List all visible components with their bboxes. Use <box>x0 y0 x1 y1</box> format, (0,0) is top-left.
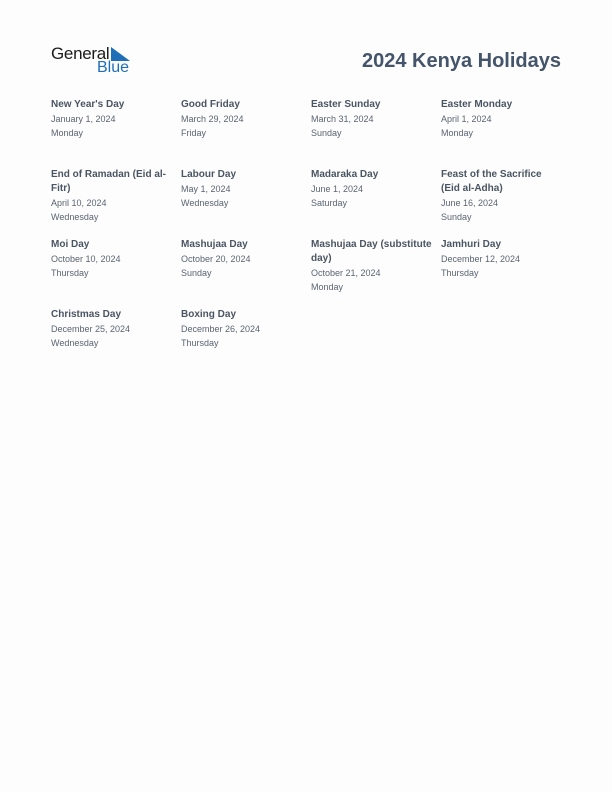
holiday-name: Labour Day <box>181 169 237 180</box>
holiday-item <box>51 308 181 378</box>
page-title: 2024 Kenya Holidays <box>362 50 561 72</box>
holiday-name: Moi Day <box>51 239 90 250</box>
holiday-date: January 1, 2024 <box>51 114 116 124</box>
holiday-weekday: Saturday <box>311 198 348 208</box>
holiday-weekday: Sunday <box>441 212 472 222</box>
holiday-name: Boxing Day <box>181 309 237 320</box>
holiday-name: Jamhuri Day <box>441 239 502 250</box>
holiday-name: Easter Monday <box>441 99 513 110</box>
holiday-date: June 16, 2024 <box>441 198 499 208</box>
holiday-name: Mashujaa Day (substitute day) <box>311 239 432 264</box>
holiday-date: October 21, 2024 <box>311 268 381 278</box>
holiday-name: Mashujaa Day <box>181 239 248 250</box>
holiday-item <box>311 98 441 168</box>
holiday-weekday: Thursday <box>51 268 89 278</box>
holiday-weekday: Friday <box>181 128 207 138</box>
holiday-name: Good Friday <box>181 99 240 110</box>
holiday-weekday: Wednesday <box>51 212 99 222</box>
holiday-date: December 26, 2024 <box>181 324 261 334</box>
holiday-item <box>51 238 181 308</box>
holiday-item <box>181 308 311 378</box>
holiday-name: Madaraka Day <box>311 169 379 180</box>
holiday-date: June 1, 2024 <box>311 184 364 194</box>
holiday-item <box>181 98 311 168</box>
logo-text-blue: Blue <box>97 59 130 76</box>
logo <box>51 44 141 78</box>
holiday-item <box>441 98 571 168</box>
holiday-name: Christmas Day <box>51 309 122 320</box>
holiday-name: Easter Sunday <box>311 99 381 110</box>
holiday-weekday: Wednesday <box>181 198 229 208</box>
holiday-item <box>311 168 441 238</box>
holiday-item <box>441 238 571 308</box>
holiday-weekday: Monday <box>441 128 474 138</box>
holiday-weekday: Thursday <box>441 268 479 278</box>
holiday-date: April 10, 2024 <box>51 198 107 208</box>
holiday-name: Feast of the Sacrifice (Eid al-Adha) <box>441 169 542 194</box>
holiday-item <box>181 238 311 308</box>
holiday-weekday: Sunday <box>181 268 212 278</box>
holiday-name: End of Ramadan (Eid al-Fitr) <box>51 169 167 194</box>
holiday-date: March 29, 2024 <box>181 114 244 124</box>
holiday-item <box>51 98 181 168</box>
holiday-item <box>51 168 181 238</box>
holiday-weekday: Thursday <box>181 338 219 348</box>
holiday-date: December 25, 2024 <box>51 324 131 334</box>
holiday-item <box>441 168 571 238</box>
holiday-weekday: Monday <box>51 128 84 138</box>
holiday-weekday: Wednesday <box>51 338 99 348</box>
holiday-date: October 20, 2024 <box>181 254 251 264</box>
holiday-item <box>311 238 441 308</box>
holiday-date: October 10, 2024 <box>51 254 121 264</box>
holiday-date: April 1, 2024 <box>441 114 492 124</box>
holiday-date: March 31, 2024 <box>311 114 374 124</box>
holiday-weekday: Monday <box>311 282 344 292</box>
holiday-item <box>181 168 311 238</box>
holiday-date: December 12, 2024 <box>441 254 521 264</box>
holiday-weekday: Sunday <box>311 128 342 138</box>
logo-text-general: General <box>51 44 110 63</box>
holiday-date: May 1, 2024 <box>181 184 231 194</box>
holiday-name: New Year's Day <box>51 99 125 110</box>
holiday-grid <box>51 98 571 378</box>
